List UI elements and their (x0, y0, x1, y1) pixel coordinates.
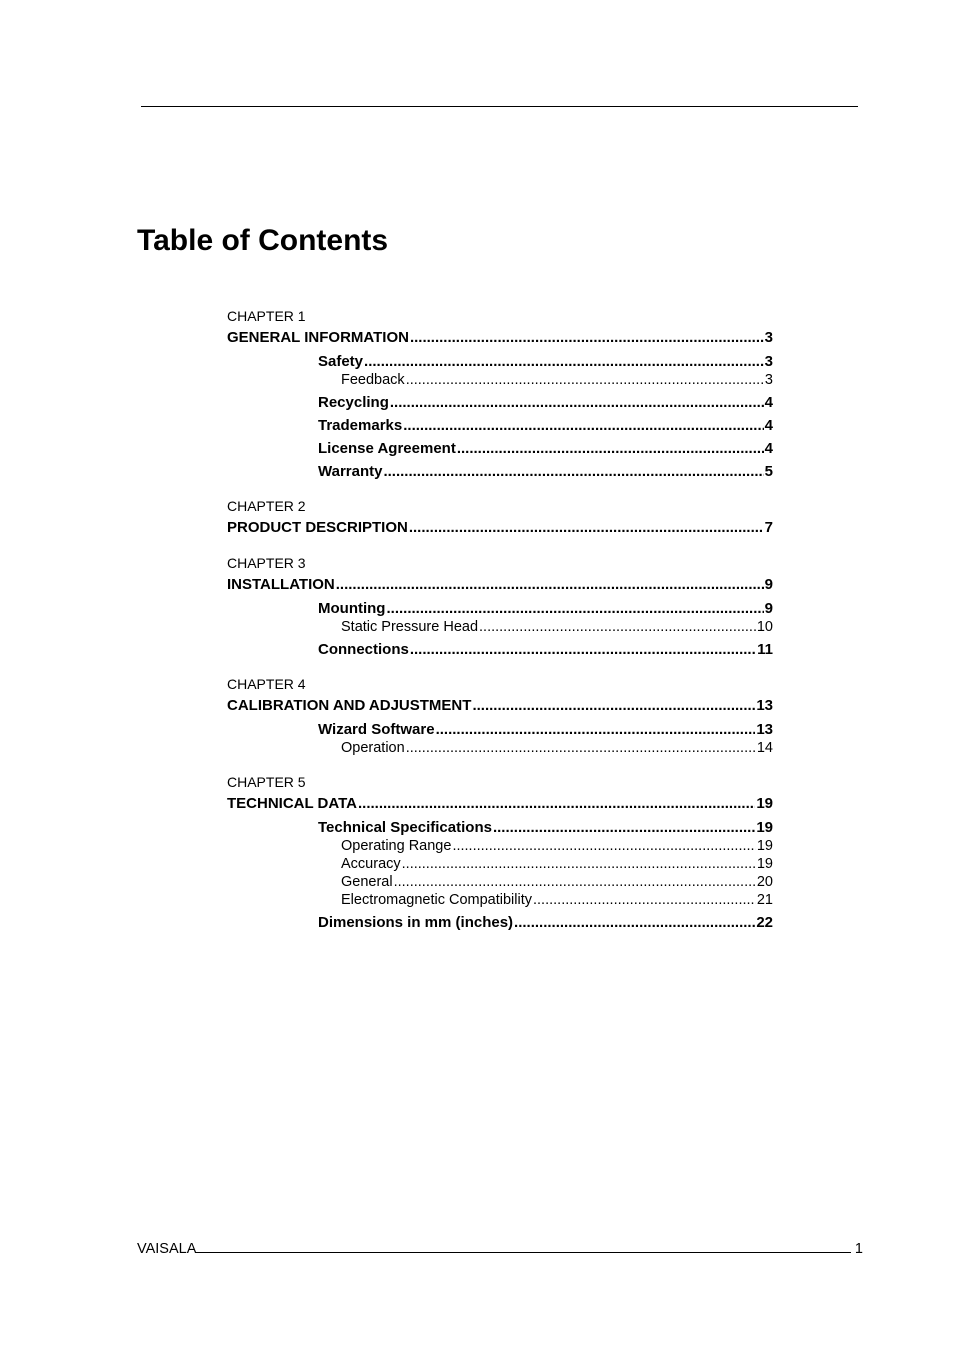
dot-leader (390, 393, 764, 412)
dot-leader (406, 371, 764, 389)
toc-entry-page: 3 (764, 329, 773, 346)
toc-section-entry[interactable] (318, 720, 773, 739)
dot-leader (409, 518, 764, 538)
toc-entry-page: 13 (756, 697, 773, 714)
toc-chapter-entry[interactable] (227, 518, 773, 538)
table-of-contents (227, 306, 773, 947)
dot-leader (336, 575, 764, 595)
toc-chapter-entry[interactable] (227, 794, 773, 814)
chapter-label: CHAPTER 3 (227, 555, 306, 571)
toc-chapter-entry[interactable] (227, 575, 773, 595)
toc-subsection-entry[interactable] (341, 891, 773, 909)
dot-leader (493, 818, 755, 837)
dot-leader (403, 416, 763, 435)
toc-entry-page: 3 (764, 372, 773, 388)
dot-leader (383, 462, 763, 481)
toc-section-entry[interactable] (318, 416, 773, 435)
toc-entry-page: 19 (756, 819, 773, 836)
chapter-label: CHAPTER 1 (227, 308, 306, 324)
toc-entry-title: Operation (341, 740, 405, 756)
toc-entry-page: 13 (756, 721, 773, 738)
toc-entry-title: Connections (318, 641, 409, 658)
toc-chapter-entry[interactable] (227, 328, 773, 348)
dot-leader (479, 618, 756, 636)
toc-entry-title: Static Pressure Head (341, 619, 479, 635)
dot-leader (514, 913, 755, 932)
dot-leader (452, 837, 755, 855)
toc-entry-title: License Agreement (318, 440, 456, 457)
toc-entry-page: 19 (756, 795, 773, 812)
toc-entry-page: 7 (764, 519, 773, 536)
footer-rule (196, 1238, 851, 1253)
toc-entry-title: Mounting (318, 600, 386, 617)
dot-leader (436, 720, 756, 739)
toc-entry-page: 14 (756, 740, 773, 756)
header-rule (141, 106, 858, 107)
dot-leader (410, 328, 764, 348)
toc-entry-title: CALIBRATION AND ADJUSTMENT (227, 697, 472, 714)
toc-subsection-entry[interactable] (341, 739, 773, 757)
toc-entry-title: Accuracy (341, 856, 401, 872)
toc-section-entry[interactable] (318, 913, 773, 932)
dot-leader (402, 855, 756, 873)
chapter-label: CHAPTER 2 (227, 498, 306, 514)
dot-leader (533, 891, 756, 909)
toc-section-entry[interactable] (318, 599, 773, 618)
toc-entry-page: 9 (764, 576, 773, 593)
toc-subsection-entry[interactable] (341, 618, 773, 636)
toc-entry-title: TECHNICAL DATA (227, 795, 357, 812)
toc-section-entry[interactable] (318, 352, 773, 371)
toc-entry-page: 21 (756, 892, 773, 908)
page-footer (137, 1238, 863, 1259)
toc-entry-page: 4 (764, 394, 773, 411)
footer-brand: VAISALA (137, 1241, 197, 1257)
toc-subsection-entry[interactable] (341, 837, 773, 855)
toc-entry-page: 4 (764, 440, 773, 457)
toc-chapter (227, 306, 773, 481)
toc-chapter (227, 496, 773, 538)
toc-entry-page: 22 (756, 914, 773, 931)
dot-leader (358, 794, 755, 814)
toc-entry-page: 9 (764, 600, 773, 617)
toc-entry-page: 10 (756, 619, 773, 635)
footer-page-number: 1 (854, 1241, 863, 1257)
toc-entry-title: Wizard Software (318, 721, 435, 738)
dot-leader (457, 439, 764, 458)
dot-leader (364, 352, 764, 371)
dot-leader (386, 599, 763, 618)
toc-entry-title: Safety (318, 353, 364, 370)
toc-section-entry[interactable] (318, 439, 773, 458)
toc-entry-title: Operating Range (341, 838, 452, 854)
toc-entry-title: General (341, 874, 393, 890)
toc-section-entry[interactable] (318, 640, 773, 659)
toc-entry-page: 4 (764, 417, 773, 434)
toc-subsection-entry[interactable] (341, 855, 773, 873)
dot-leader (406, 739, 756, 757)
toc-entry-page: 19 (756, 838, 773, 854)
dot-leader (410, 640, 756, 659)
toc-entry-title: GENERAL INFORMATION (227, 329, 409, 346)
toc-entry-page: 5 (764, 463, 773, 480)
toc-entry-title: Feedback (341, 372, 405, 388)
toc-entry-page: 19 (756, 856, 773, 872)
toc-section-entry[interactable] (318, 462, 773, 481)
toc-entry-title: PRODUCT DESCRIPTION (227, 519, 408, 536)
toc-entry-title: Dimensions in mm (inches) (318, 914, 514, 931)
toc-entry-title: Technical Specifications (318, 819, 492, 836)
toc-entry-page: 11 (757, 641, 773, 658)
toc-chapter-entry[interactable] (227, 696, 773, 716)
toc-subsection-entry[interactable] (341, 371, 773, 389)
dot-leader (394, 873, 756, 891)
toc-section-entry[interactable] (318, 818, 773, 837)
chapter-label: CHAPTER 5 (227, 774, 306, 790)
toc-entry-page: 3 (764, 353, 773, 370)
toc-entry-title: Trademarks (318, 417, 403, 434)
toc-entry-title: INSTALLATION (227, 576, 335, 593)
toc-entry-title: Electromagnetic Compatibility (341, 892, 532, 908)
toc-chapter (227, 553, 773, 659)
page-title: Table of Contents (137, 224, 389, 257)
chapter-label: CHAPTER 4 (227, 676, 306, 692)
toc-subsection-entry[interactable] (341, 873, 773, 891)
toc-entry-page: 20 (756, 874, 773, 890)
toc-chapter (227, 674, 773, 757)
toc-chapter (227, 772, 773, 932)
toc-entry-title: Recycling (318, 394, 389, 411)
toc-section-entry[interactable] (318, 393, 773, 412)
dot-leader (472, 696, 755, 716)
toc-entry-title: Warranty (318, 463, 383, 480)
